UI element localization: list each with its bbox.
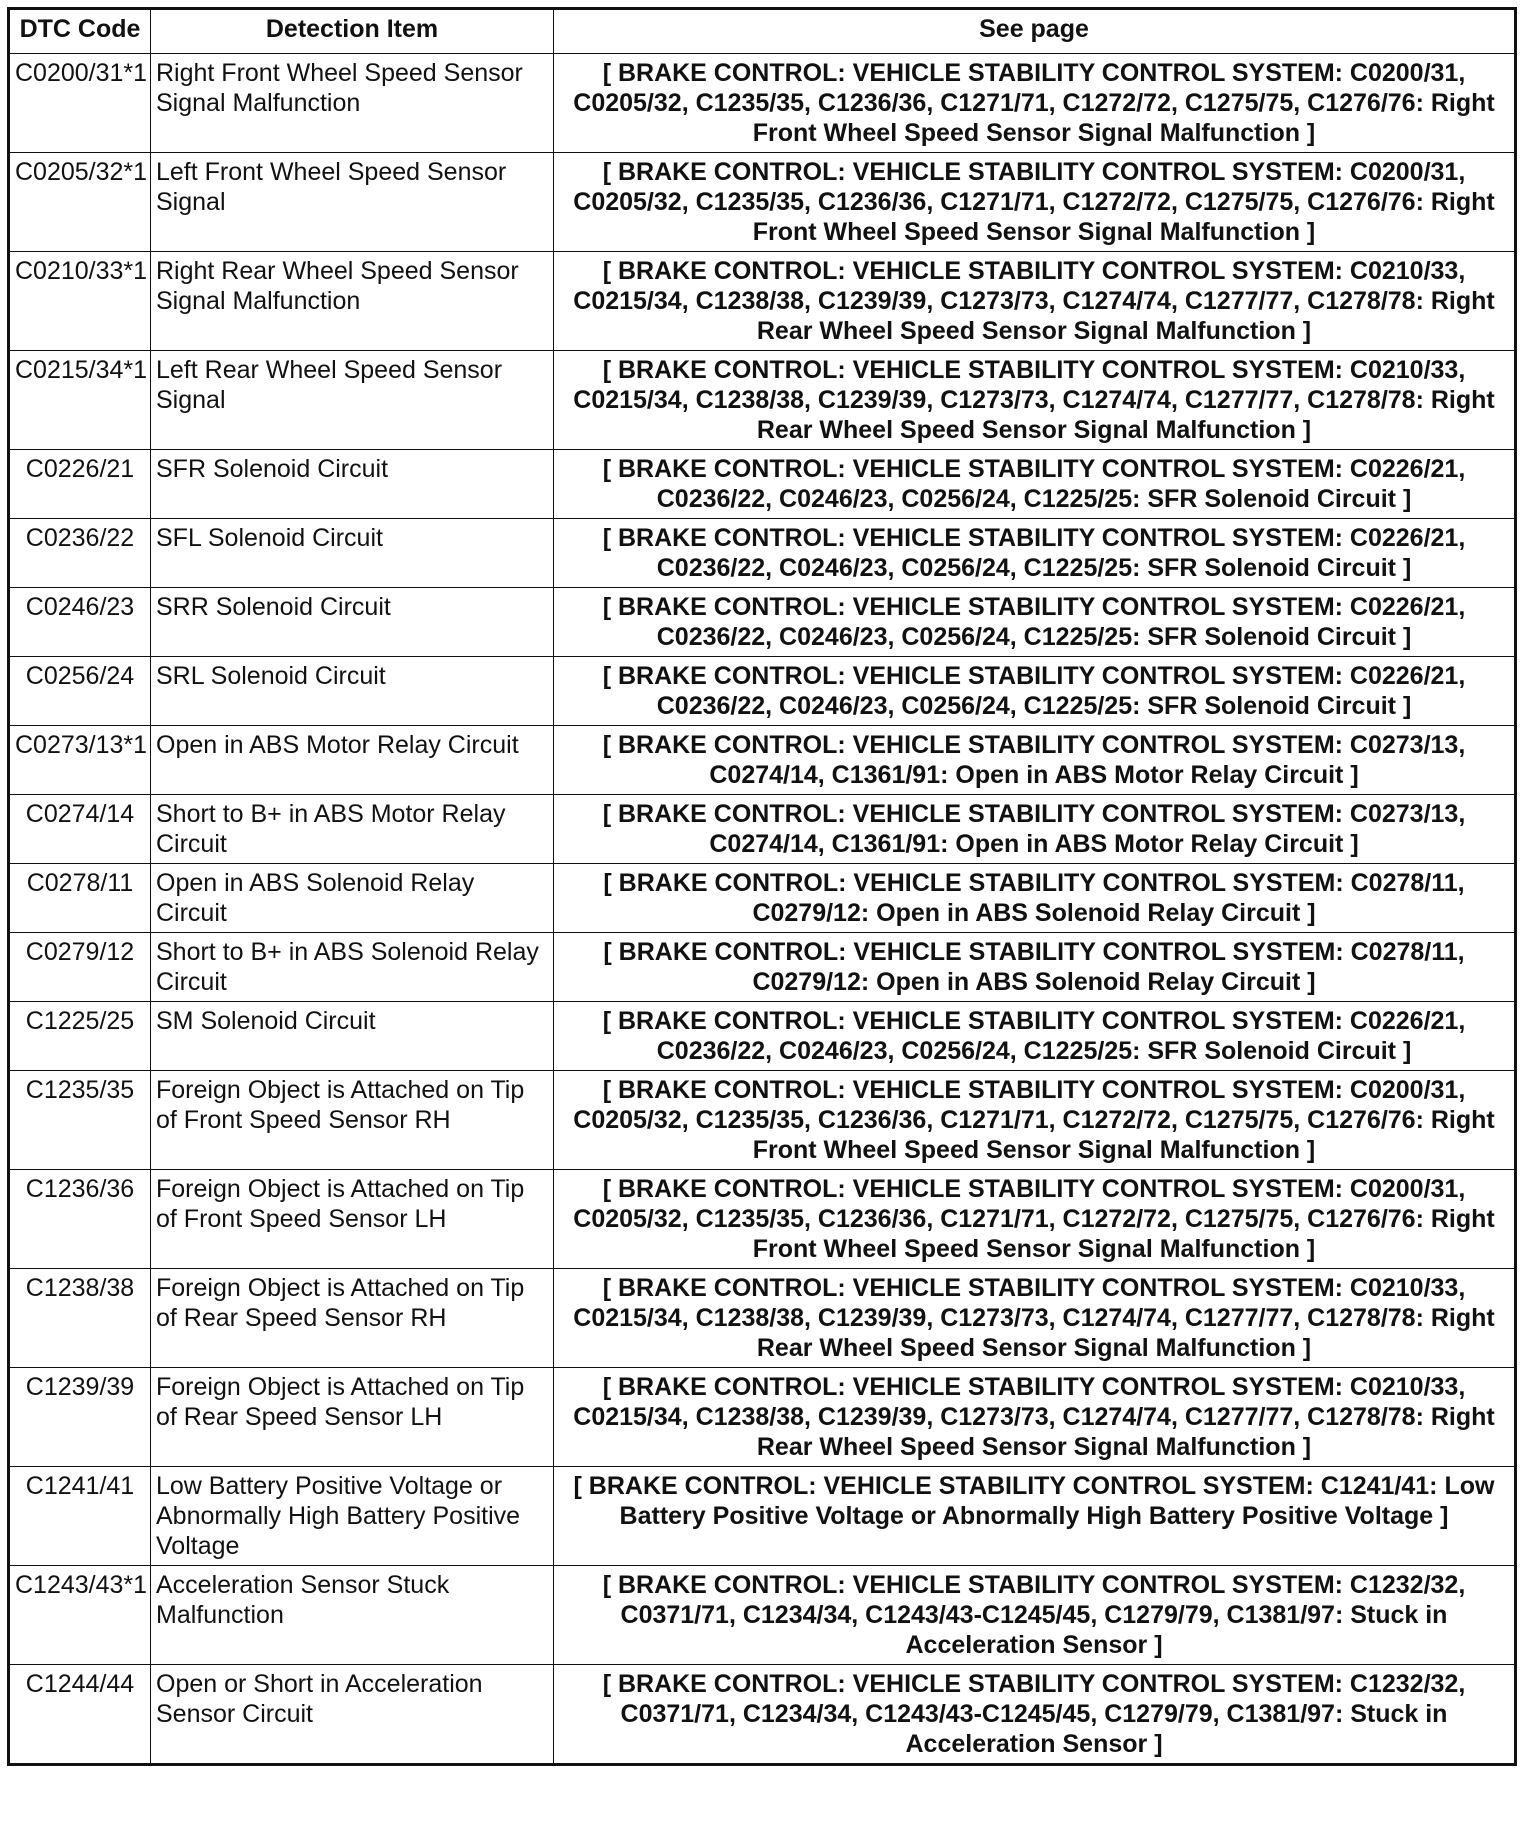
see-page-link[interactable]: [ BRAKE CONTROL: VEHICLE STABILITY CONTROL SYSTEM: C0226/21, C0236/22, C0246/23, C0256/24, C1225/25: SFR Solenoid Circuit ] — [554, 588, 1516, 657]
table-row — [9, 726, 1516, 795]
detection-item-cell: SFR Solenoid Circuit — [151, 450, 554, 519]
detection-item-cell: SRL Solenoid Circuit — [151, 657, 554, 726]
dtc-code-cell: C1238/38 — [9, 1269, 151, 1368]
dtc-code-cell: C1235/35 — [9, 1071, 151, 1170]
table-row — [9, 519, 1516, 588]
see-page-link[interactable]: [ BRAKE CONTROL: VEHICLE STABILITY CONTROL SYSTEM: C0226/21, C0236/22, C0246/23, C0256/24, C1225/25: SFR Solenoid Circuit ] — [554, 1002, 1516, 1071]
detection-item-cell: Foreign Object is Attached on Tip of Front Speed Sensor LH — [151, 1170, 554, 1269]
dtc-code-cell: C0215/34*1 — [9, 351, 151, 450]
table-row — [9, 1170, 1516, 1269]
see-page-link[interactable]: [ BRAKE CONTROL: VEHICLE STABILITY CONTROL SYSTEM: C0278/11, C0279/12: Open in ABS Solenoid Relay Circuit ] — [554, 933, 1516, 1002]
dtc-code-cell: C1243/43*1 — [9, 1566, 151, 1665]
table-row — [9, 588, 1516, 657]
dtc-code-cell: C0210/33*1 — [9, 252, 151, 351]
dtc-code-cell: C0274/14 — [9, 795, 151, 864]
see-page-link[interactable]: [ BRAKE CONTROL: VEHICLE STABILITY CONTROL SYSTEM: C1232/32, C0371/71, C1234/34, C1243/43-C1245/45, C1279/79, C1381/97: Stuck in Acceleration Sensor ] — [554, 1665, 1516, 1765]
see-page-link[interactable]: [ BRAKE CONTROL: VEHICLE STABILITY CONTROL SYSTEM: C0210/33, C0215/34, C1238/38, C1239/39, C1273/73, C1274/74, C1277/77, C1278/78: Right Rear Wheel Speed Sensor Signal Malfunction ] — [554, 351, 1516, 450]
see-page-link[interactable]: [ BRAKE CONTROL: VEHICLE STABILITY CONTROL SYSTEM: C0273/13, C0274/14, C1361/91: Open in ABS Motor Relay Circuit ] — [554, 795, 1516, 864]
header-detection-item: Detection Item — [151, 9, 554, 54]
table-row — [9, 1071, 1516, 1170]
see-page-link[interactable]: [ BRAKE CONTROL: VEHICLE STABILITY CONTROL SYSTEM: C0210/33, C0215/34, C1238/38, C1239/39, C1273/73, C1274/74, C1277/77, C1278/78: Right Rear Wheel Speed Sensor Signal Malfunction ] — [554, 252, 1516, 351]
see-page-link[interactable]: [ BRAKE CONTROL: VEHICLE STABILITY CONTROL SYSTEM: C0273/13, C0274/14, C1361/91: Open in ABS Motor Relay Circuit ] — [554, 726, 1516, 795]
dtc-code-cell: C0236/22 — [9, 519, 151, 588]
see-page-link[interactable]: [ BRAKE CONTROL: VEHICLE STABILITY CONTROL SYSTEM: C1241/41: Low Battery Positive Voltage or Abnormally High Battery Positive Voltage ] — [554, 1467, 1516, 1566]
dtc-code-cell: C0273/13*1 — [9, 726, 151, 795]
detection-item-cell: Acceleration Sensor Stuck Malfunction — [151, 1566, 554, 1665]
see-page-link[interactable]: [ BRAKE CONTROL: VEHICLE STABILITY CONTROL SYSTEM: C0200/31, C0205/32, C1235/35, C1236/36, C1271/71, C1272/72, C1275/75, C1276/76: Right Front Wheel Speed Sensor Signal Malfunction ] — [554, 1170, 1516, 1269]
dtc-code-cell: C0205/32*1 — [9, 153, 151, 252]
dtc-code-cell: C1241/41 — [9, 1467, 151, 1566]
see-page-link[interactable]: [ BRAKE CONTROL: VEHICLE STABILITY CONTROL SYSTEM: C0226/21, C0236/22, C0246/23, C0256/24, C1225/25: SFR Solenoid Circuit ] — [554, 450, 1516, 519]
dtc-code-cell: C1236/36 — [9, 1170, 151, 1269]
detection-item-cell: SRR Solenoid Circuit — [151, 588, 554, 657]
dtc-code-cell: C0278/11 — [9, 864, 151, 933]
table-row — [9, 351, 1516, 450]
see-page-link[interactable]: [ BRAKE CONTROL: VEHICLE STABILITY CONTROL SYSTEM: C1232/32, C0371/71, C1234/34, C1243/43-C1245/45, C1279/79, C1381/97: Stuck in Acceleration Sensor ] — [554, 1566, 1516, 1665]
table-row — [9, 54, 1516, 153]
table-row — [9, 933, 1516, 1002]
dtc-code-cell: C0256/24 — [9, 657, 151, 726]
table-row — [9, 1566, 1516, 1665]
detection-item-cell: Open or Short in Acceleration Sensor Circuit — [151, 1665, 554, 1765]
detection-item-cell: Low Battery Positive Voltage or Abnormally High Battery Positive Voltage — [151, 1467, 554, 1566]
detection-item-cell: SM Solenoid Circuit — [151, 1002, 554, 1071]
header-dtc-code: DTC Code — [9, 9, 151, 54]
table-body — [9, 54, 1516, 1765]
see-page-link[interactable]: [ BRAKE CONTROL: VEHICLE STABILITY CONTROL SYSTEM: C0226/21, C0236/22, C0246/23, C0256/24, C1225/25: SFR Solenoid Circuit ] — [554, 519, 1516, 588]
detection-item-cell: Short to B+ in ABS Solenoid Relay Circuit — [151, 933, 554, 1002]
see-page-link[interactable]: [ BRAKE CONTROL: VEHICLE STABILITY CONTROL SYSTEM: C0278/11, C0279/12: Open in ABS Solenoid Relay Circuit ] — [554, 864, 1516, 933]
dtc-code-cell: C1244/44 — [9, 1665, 151, 1765]
detection-item-cell: Left Rear Wheel Speed Sensor Signal — [151, 351, 554, 450]
dtc-code-cell: C0226/21 — [9, 450, 151, 519]
dtc-code-cell: C0279/12 — [9, 933, 151, 1002]
header-row — [9, 9, 1516, 54]
table-row — [9, 1002, 1516, 1071]
detection-item-cell: Open in ABS Solenoid Relay Circuit — [151, 864, 554, 933]
dtc-code-cell: C1225/25 — [9, 1002, 151, 1071]
table-row — [9, 795, 1516, 864]
dtc-table — [7, 7, 1517, 1766]
detection-item-cell: Foreign Object is Attached on Tip of Rear Speed Sensor LH — [151, 1368, 554, 1467]
detection-item-cell: Right Front Wheel Speed Sensor Signal Malfunction — [151, 54, 554, 153]
dtc-code-cell: C0246/23 — [9, 588, 151, 657]
header-see-page: See page — [554, 9, 1516, 54]
table-row — [9, 1665, 1516, 1765]
see-page-link[interactable]: [ BRAKE CONTROL: VEHICLE STABILITY CONTROL SYSTEM: C0200/31, C0205/32, C1235/35, C1236/36, C1271/71, C1272/72, C1275/75, C1276/76: Right Front Wheel Speed Sensor Signal Malfunction ] — [554, 54, 1516, 153]
table-row — [9, 1269, 1516, 1368]
table-row — [9, 1467, 1516, 1566]
dtc-code-cell: C0200/31*1 — [9, 54, 151, 153]
table-row — [9, 450, 1516, 519]
table-row — [9, 1368, 1516, 1467]
detection-item-cell: Foreign Object is Attached on Tip of Front Speed Sensor RH — [151, 1071, 554, 1170]
table-row — [9, 657, 1516, 726]
see-page-link[interactable]: [ BRAKE CONTROL: VEHICLE STABILITY CONTROL SYSTEM: C0200/31, C0205/32, C1235/35, C1236/36, C1271/71, C1272/72, C1275/75, C1276/76: Right Front Wheel Speed Sensor Signal Malfunction ] — [554, 1071, 1516, 1170]
see-page-link[interactable]: [ BRAKE CONTROL: VEHICLE STABILITY CONTROL SYSTEM: C0210/33, C0215/34, C1238/38, C1239/39, C1273/73, C1274/74, C1277/77, C1278/78: Right Rear Wheel Speed Sensor Signal Malfunction ] — [554, 1269, 1516, 1368]
detection-item-cell: Foreign Object is Attached on Tip of Rear Speed Sensor RH — [151, 1269, 554, 1368]
detection-item-cell: Left Front Wheel Speed Sensor Signal — [151, 153, 554, 252]
see-page-link[interactable]: [ BRAKE CONTROL: VEHICLE STABILITY CONTROL SYSTEM: C0200/31, C0205/32, C1235/35, C1236/36, C1271/71, C1272/72, C1275/75, C1276/76: Right Front Wheel Speed Sensor Signal Malfunction ] — [554, 153, 1516, 252]
table-row — [9, 153, 1516, 252]
detection-item-cell: Right Rear Wheel Speed Sensor Signal Malfunction — [151, 252, 554, 351]
table-row — [9, 252, 1516, 351]
dtc-code-cell: C1239/39 — [9, 1368, 151, 1467]
detection-item-cell: SFL Solenoid Circuit — [151, 519, 554, 588]
see-page-link[interactable]: [ BRAKE CONTROL: VEHICLE STABILITY CONTROL SYSTEM: C0226/21, C0236/22, C0246/23, C0256/24, C1225/25: SFR Solenoid Circuit ] — [554, 657, 1516, 726]
dtc-sheet — [7, 7, 1514, 1766]
table-row — [9, 864, 1516, 933]
see-page-link[interactable]: [ BRAKE CONTROL: VEHICLE STABILITY CONTROL SYSTEM: C0210/33, C0215/34, C1238/38, C1239/39, C1273/73, C1274/74, C1277/77, C1278/78: Right Rear Wheel Speed Sensor Signal Malfunction ] — [554, 1368, 1516, 1467]
detection-item-cell: Open in ABS Motor Relay Circuit — [151, 726, 554, 795]
detection-item-cell: Short to B+ in ABS Motor Relay Circuit — [151, 795, 554, 864]
